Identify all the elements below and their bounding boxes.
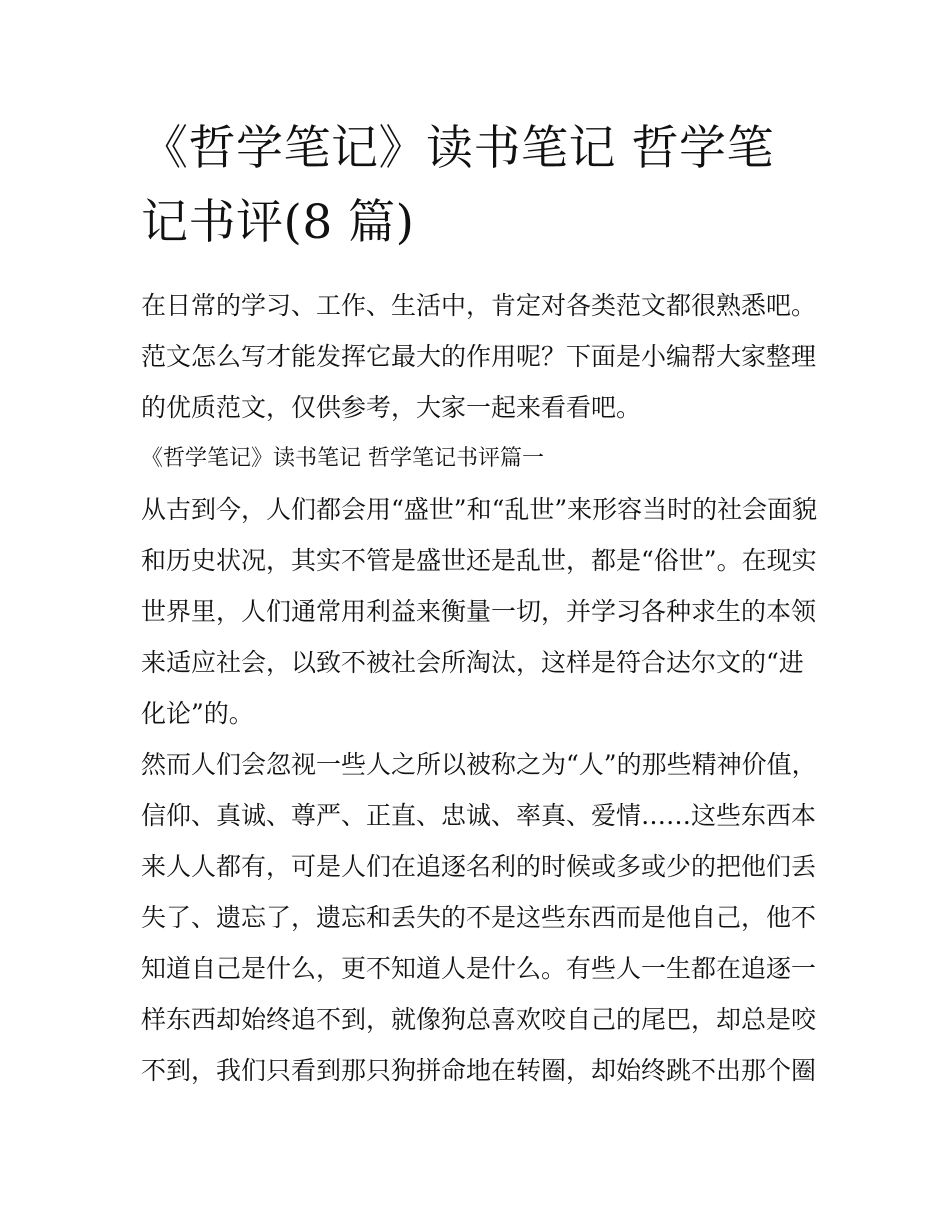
paragraph-line: 从古到今，人们都会用“盛世”和“乱世”来形容当时的社会面貌 — [141, 495, 818, 524]
body-paragraph-1 — [141, 484, 821, 739]
paragraph-line: 不到，我们只看到那只狗拼命地在转圈，却始终跳不出那个圈 — [141, 1056, 817, 1085]
paragraph-line: 失了、遗忘了，遗忘和丢失的不是这些东西而是他自己，他不 — [141, 903, 817, 932]
paragraph-line: 化论”的。 — [141, 699, 254, 728]
paragraph-line: 来人人都有，可是人们在追逐名利的时候或多或少的把他们丢 — [141, 852, 817, 881]
section-heading: 《哲学笔记》读书笔记 哲学笔记书评篇一 — [141, 446, 544, 471]
intro-line: 范文怎么写才能发挥它最大的作用呢？下面是小编帮大家整理 — [141, 342, 817, 371]
paragraph-line: 然而人们会忽视一些人之所以被称之为“人”的那些精神价值， — [141, 750, 817, 779]
paragraph-line: 知道自己是什么，更不知道人是什么。有些人一生都在追逐一 — [141, 954, 817, 983]
paragraph-line: 来适应社会，以致不被社会所淘汰，这样是符合达尔文的“进 — [141, 648, 804, 677]
intro-line: 的优质范文，仅供参考，大家一起来看看吧。 — [141, 393, 642, 422]
body-paragraph-2 — [141, 739, 821, 1096]
intro-paragraph — [141, 280, 821, 433]
intro-line: 在日常的学习、工作、生活中，肯定对各类范文都很熟悉吧。 — [141, 291, 817, 320]
document-page — [141, 112, 821, 1096]
title-line-2: 记书评(8 篇) — [141, 195, 415, 250]
paragraph-line: 和历史状况，其实不管是盛世还是乱世，都是“俗世”。在现实 — [141, 546, 817, 575]
paragraph-line: 世界里，人们通常用利益来衡量一切，并学习各种求生的本领 — [141, 597, 817, 626]
paragraph-line: 样东西却始终追不到，就像狗总喜欢咬自己的尾巴，却总是咬 — [141, 1005, 817, 1034]
title-line-1: 《哲学笔记》读书笔记 哲学笔 — [141, 121, 774, 176]
document-title — [141, 112, 821, 260]
paragraph-line: 信仰、真诚、尊严、正直、忠诚、率真、爱情……这些东西本 — [141, 801, 817, 830]
